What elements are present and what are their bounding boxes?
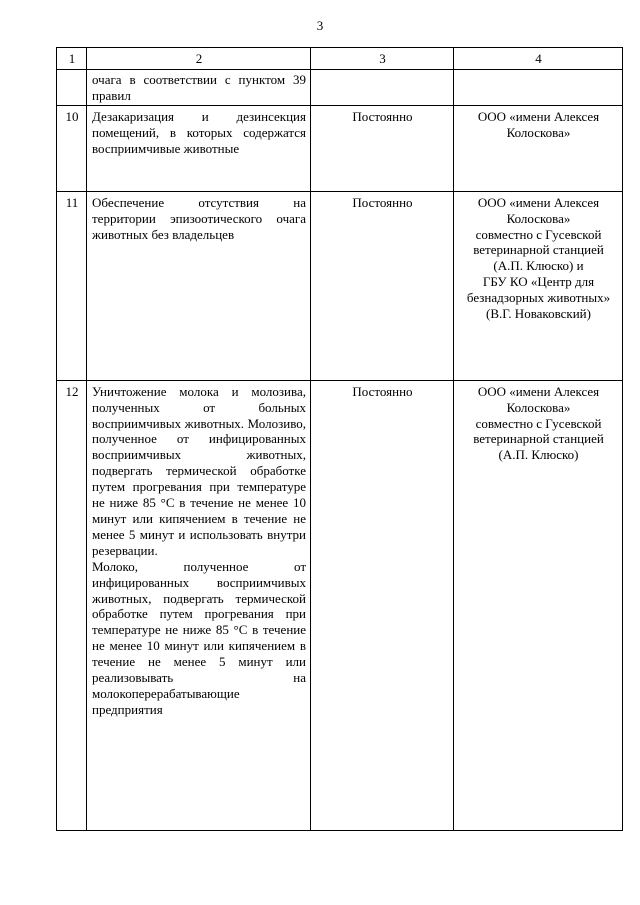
measure-description: [87, 69, 311, 105]
responsible-line: ООО «имени Алексея Колоскова»: [477, 108, 600, 140]
responsible-line: ООО «имени Алексея Колоскова»: [477, 383, 600, 415]
page-number: 3: [316, 18, 324, 33]
measure-description: [87, 105, 311, 191]
row-number: [57, 69, 87, 105]
measure-responsible: [454, 191, 623, 380]
table-row-continuation: [57, 69, 623, 105]
measure-description-text: Уничтожение молока и молозива, полученных от больных восприимчивых животных. Молозиво, полученное от инфицированных восприимчивых животных, подвергать термической обработке путем прогревания при температуре не ниже 85 °С в течение не менее 10 минут или кипячением в течение не менее 5 минут и использовать внутри резервации.: [92, 383, 306, 558]
table-row: [57, 105, 623, 191]
row-number: 10: [57, 105, 87, 191]
measure-period: Постоянно: [311, 191, 454, 380]
row-number: 11: [57, 191, 87, 380]
measure-responsible: [454, 69, 623, 105]
responsible-line: (В.Г. Новаковский): [486, 306, 591, 322]
measure-period: Постоянно: [311, 380, 454, 830]
table-row: [57, 380, 623, 830]
table-row: [57, 191, 623, 380]
responsible-line: совместно с Гусевской ветеринарной станцией (А.П. Клюско): [473, 415, 604, 463]
responsible-line: ГБУ КО «Центр для безнадзорных животных»: [466, 274, 611, 306]
table-header-row: [57, 48, 623, 70]
column-header-4: 4: [454, 48, 623, 70]
measure-description-text: очага в соответствии с пунктом 39 правил: [92, 71, 306, 103]
measure-description: [87, 380, 311, 830]
responsible-line: совместно с Гусевской ветеринарной станцией (А.П. Клюско) и: [473, 226, 604, 274]
measure-responsible: [454, 380, 623, 830]
responsible-line: ООО «имени Алексея Колоскова»: [477, 194, 600, 226]
column-header-2: 2: [87, 48, 311, 70]
column-header-1: 1: [57, 48, 87, 70]
measure-responsible: [454, 105, 623, 191]
column-header-3: 3: [311, 48, 454, 70]
row-number: 12: [57, 380, 87, 830]
measure-description: [87, 191, 311, 380]
measures-table: [56, 47, 623, 831]
measure-period: Постоянно: [311, 105, 454, 191]
measure-period: [311, 69, 454, 105]
measure-description-text: Молоко, полученное от инфицированных восприимчивых животных, подвергать термической обработке путем прогревания при температуре не ниже 85 °С в течение не менее 10 минут или кипячением в течение не менее 5 минут или реализовывать на молокоперерабатывающие предприятия: [92, 558, 306, 717]
measure-description-text: Дезакаризация и дезинсекция помещений, в которых содержатся восприимчивые животные: [92, 108, 306, 156]
measure-description-text: Обеспечение отсутствия на территории эпизоотического очага животных без владельцев: [92, 194, 306, 242]
